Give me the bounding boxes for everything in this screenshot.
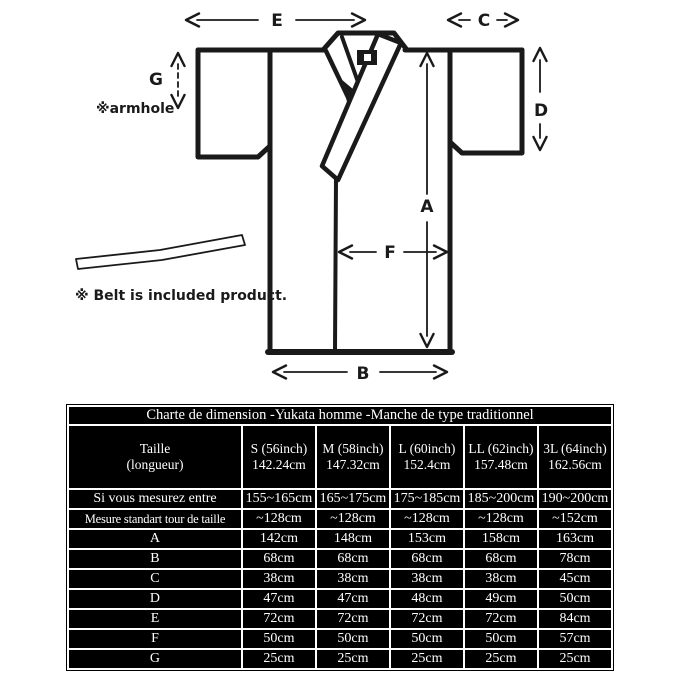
table-size-header-row [69,426,611,488]
size-cm: 147.32cm [326,457,380,473]
collar [322,33,407,350]
label-d: D [533,101,549,121]
value-cell: 50cm [539,590,611,608]
value-cell: 50cm [317,630,389,648]
value-cell: 48cm [391,590,463,608]
value-cell: 68cm [391,550,463,568]
dimension-arrow-d [534,48,547,150]
value-cell: 185~200cm [465,490,537,508]
label-e: E [271,11,283,31]
value-cell: 190~200cm [539,490,611,508]
row-label [69,426,241,488]
label-c: C [477,11,491,31]
value-cell: 57cm [539,630,611,648]
belt-drawing [76,235,245,269]
dimension-arrow-g [172,53,185,108]
value-cell: 25cm [539,650,611,668]
belt-note: ※ Belt is included product. [75,288,288,304]
table-row [69,530,611,548]
value-cell: 50cm [391,630,463,648]
size-column-m [317,426,389,488]
table-title-row [69,407,611,424]
row-label: F [69,630,241,648]
row-label: Mesure standart tour de taille [69,510,241,528]
label-b: B [356,364,370,384]
value-cell: 84cm [539,610,611,628]
arrowhead-up-icon [534,48,547,61]
value-cell: ~128cm [243,510,315,528]
value-cell: 72cm [391,610,463,628]
size-cm: 157.48cm [474,457,528,473]
value-cell: 38cm [317,570,389,588]
row-label: B [69,550,241,568]
value-cell: 155~165cm [243,490,315,508]
dimension-arrows [172,14,547,379]
value-cell: 163cm [539,530,611,548]
label-f: F [384,243,396,263]
size-name: S (56inch) [250,441,308,457]
value-cell: 38cm [391,570,463,588]
label-g: G [149,70,163,90]
row-label: D [69,590,241,608]
value-cell: 38cm [243,570,315,588]
size-name: L (60inch) [398,441,456,457]
value-cell: 49cm [465,590,537,608]
table-row [69,510,611,528]
size-cm: 162.56cm [548,457,602,473]
value-cell: 72cm [465,610,537,628]
value-cell: 148cm [317,530,389,548]
table-row [69,490,611,508]
size-column-ll [465,426,537,488]
value-cell: 47cm [317,590,389,608]
size-column-s [243,426,315,488]
size-column-3l [539,426,611,488]
size-cm: 152.4cm [403,457,451,473]
size-name: M (58inch) [322,441,384,457]
size-label-line2: (longueur) [126,457,184,473]
value-cell: 68cm [243,550,315,568]
value-cell: 25cm [243,650,315,668]
right-sleeve [450,50,522,153]
table-row [69,630,611,648]
row-label: A [69,530,241,548]
table-title: Charte de dimension -Yukata homme -Manche de type traditionnel [69,407,611,424]
size-name: LL (62inch) [468,441,534,457]
value-cell: ~128cm [391,510,463,528]
value-cell: 72cm [317,610,389,628]
value-cell: 142cm [243,530,315,548]
value-cell: 78cm [539,550,611,568]
front-seam [335,179,336,350]
left-sleeve [198,50,270,157]
row-label: G [69,650,241,668]
value-cell: 158cm [465,530,537,548]
table-row [69,550,611,568]
value-cell: ~128cm [317,510,389,528]
value-cell: 38cm [465,570,537,588]
armhole-note: ※armhole [96,101,175,117]
value-cell: 45cm [539,570,611,588]
value-cell: 25cm [465,650,537,668]
value-cell: 175~185cm [391,490,463,508]
value-cell: ~152cm [539,510,611,528]
label-a: A [420,197,434,217]
value-cell: 72cm [243,610,315,628]
size-column-l [391,426,463,488]
table-row [69,590,611,608]
value-cell: 25cm [317,650,389,668]
table-row [69,570,611,588]
table-row [69,650,611,668]
value-cell: 153cm [391,530,463,548]
size-chart-table [66,404,614,671]
size-name: 3L (64inch) [543,441,607,457]
row-label: Si vous mesurez entre [69,490,241,508]
arrowhead-down-icon [534,137,547,150]
value-cell: 50cm [243,630,315,648]
value-cell: 68cm [317,550,389,568]
value-cell: 47cm [243,590,315,608]
collar-button-hole [364,54,371,61]
value-cell: ~128cm [465,510,537,528]
row-label: E [69,610,241,628]
value-cell: 50cm [465,630,537,648]
size-cm: 142.24cm [252,457,306,473]
value-cell: 68cm [465,550,537,568]
row-label: C [69,570,241,588]
value-cell: 165~175cm [317,490,389,508]
size-label-line1: Taille [139,441,171,457]
table-row [69,610,611,628]
value-cell: 25cm [391,650,463,668]
